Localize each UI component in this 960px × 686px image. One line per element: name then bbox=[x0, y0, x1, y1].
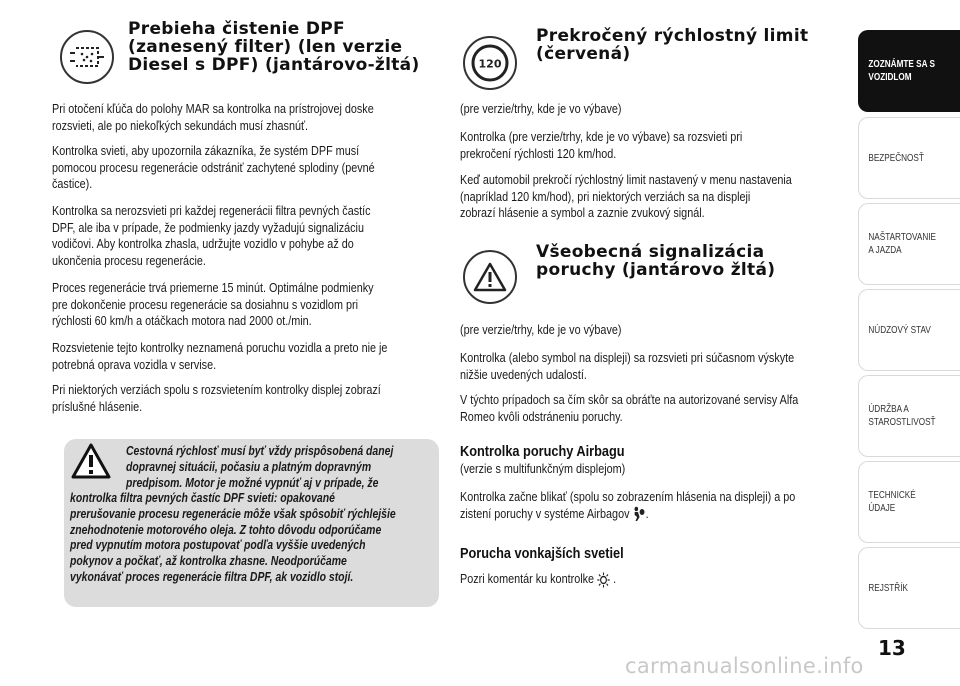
speed-paragraph-3: Keď automobil prekročí rýchlostný limit nastavený v menu nastavenia (napríklad 120 km/hod), pri niektorých verziách sa na displeji zobrazí hlásenie a symbol a zaznie zvukový signál. bbox=[460, 172, 792, 221]
title-line: Diesel s DPF) (jantárovo-žltá) bbox=[128, 55, 420, 75]
dpf-filter-icon bbox=[70, 44, 104, 70]
warning-triangle-icon bbox=[473, 262, 507, 292]
general-paragraph-3: V týchto prípadoch sa čím skôr sa obráťte na autorizované servisy Alfa Romeo kvôli odstráneniu poruchy. bbox=[460, 392, 799, 424]
tab-rejstrik[interactable]: REJSTŘÍK bbox=[858, 547, 960, 629]
svg-text:120: 120 bbox=[478, 57, 502, 71]
speed-paragraph-1: (pre verzie/trhy, kde je vo výbave) bbox=[460, 101, 622, 116]
warning-text-cont: kontrolka filtra pevných častíc DPF svieti: opakované prerušovanie procesu regenerácie môže však spôsobiť rýchlejšie znehodnotenie motorového oleja. Z tohto dôvodu odporúčame pred vypnutím motora postupovať podľa vyššie uvedených pokynov a počkať, až kontrolka zhasne. Neodporúčame vykonávať proces regenerácie filtra DPF, ak vozidlo stojí. bbox=[70, 491, 396, 584]
general-section-title: Všeobecná signalizácia poruchy (jantárovo žltá) bbox=[536, 242, 776, 280]
dpf-section-title bbox=[128, 20, 420, 74]
tab-nastartovanie[interactable]: NAŠTARTOVANIE A JAZDA bbox=[858, 203, 960, 285]
lights-subheading: Porucha vonkajších svetiel bbox=[460, 545, 624, 562]
general-paragraph-1: (pre verzie/trhy, kde je vo výbave) bbox=[460, 322, 622, 337]
dpf-paragraph-2: Kontrolka svieti, aby upozornila zákazníka, že systém DPF musí pomocou procesu regenerácie odstrániť zachytené splodiny (pevné častice). bbox=[52, 143, 375, 192]
airbag-paragraph: Kontrolka začne blikať (spolu so zobrazením hlásenia na displeji) a po zistení poruchy v systéme Airbagov . bbox=[460, 489, 796, 521]
speed-limit-icon bbox=[463, 36, 517, 90]
airbag-subheading: Kontrolka poruchy Airbagu bbox=[460, 443, 625, 460]
warning-text: Cestovná rýchlosť musí byť vždy prispôsobená danej dopravnej situácii, počasiu a platným dopravným predpisom. Motor je možné vypnúť aj v prípade, že bbox=[126, 444, 394, 490]
warning-triangle-icon bbox=[70, 442, 112, 480]
dpf-paragraph-6: Pri niektorých verziách spolu s rozsvietením kontrolky displej zobrazí príslušné hlásenie. bbox=[52, 382, 381, 414]
speed-120-icon bbox=[470, 43, 510, 83]
tab-bezpecnost[interactable]: BEZPEČNOSŤ bbox=[858, 117, 960, 199]
dpf-paragraph-4: Proces regenerácie trvá priemerne 15 minút. Optimálne podmienky pre dokončenie procesu regenerácie sa dosiahnu s vozidlom pri rýchlosti 60 km/h a otáčkach motora nad 2000 ot./min. bbox=[52, 280, 374, 329]
chapter-sidebar bbox=[858, 0, 960, 686]
airbag-subtitle: (verzie s multifunkčným displejom) bbox=[460, 461, 626, 476]
page-number: 13 bbox=[878, 636, 906, 660]
title-line: Prebieha čistenie DPF bbox=[128, 19, 345, 39]
speed-paragraph-2: Kontrolka (pre verzie/trhy, kde je vo výbave) sa rozsvieti pri prekročení rýchlosti 120 km/hod. bbox=[460, 129, 743, 161]
tab-zoznamte-sa[interactable]: ZOZNÁMTE SA S VOZIDLOM bbox=[858, 30, 960, 112]
general-fault-icon bbox=[463, 250, 517, 304]
watermark: carmanualsonline.info bbox=[625, 654, 864, 678]
lights-paragraph: Pozri komentár ku kontrolke . bbox=[460, 571, 617, 586]
speed-section-title: Prekročený rýchlostný limit (červená) bbox=[536, 26, 809, 64]
bulb-fault-icon bbox=[597, 572, 610, 588]
tab-technicke-udaje[interactable]: TECHNICKÉ ÚDAJE bbox=[858, 461, 960, 543]
tab-nudzovy-stav[interactable]: NÚDZOVÝ STAV bbox=[858, 289, 960, 371]
dpf-paragraph-3: Kontrolka sa nerozsvieti pri každej regenerácii filtra pevných častíc DPF, ale iba v prípade, že podmienky jazdy vyžadujú signalizáciu vodičovi. Aby kontrolka zhasla, udržujte vozidlo v pohybe až do ukončenia procesu regenerácie. bbox=[52, 203, 371, 268]
dpf-paragraph-5: Rozsvietenie tejto kontrolky neznamená poruchu vozidla a preto nie je potrebná oprava vozidla v servise. bbox=[52, 340, 388, 372]
tab-udrzba[interactable]: ÚDRŽBA A STAROSTLIVOSŤ bbox=[858, 375, 960, 457]
dpf-paragraph-1: Pri otočení kľúča do polohy MAR sa kontrolka na prístrojovej doske rozsvieti, ale po niekoľkých sekundách musí zhasnúť. bbox=[52, 101, 374, 133]
title-line: (zanesený filter) (len verzie bbox=[128, 37, 403, 57]
airbag-icon bbox=[633, 506, 646, 522]
dpf-warning-icon bbox=[60, 30, 114, 84]
general-paragraph-2: Kontrolka (alebo symbol na displeji) sa rozsvieti pri súčasnom výskyte nižšie uvedených udalostí. bbox=[460, 350, 795, 382]
